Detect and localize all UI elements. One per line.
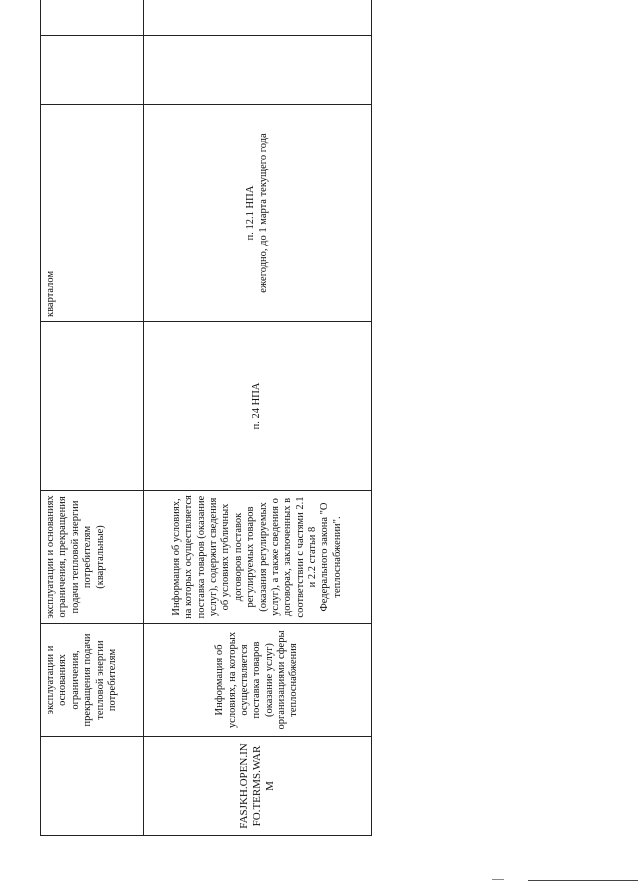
cell-form-code: FASJKH.OPEN.INFO.TERMS.WARM	[144, 737, 372, 836]
disclosure-table	[40, 0, 372, 836]
footer-mark	[492, 879, 504, 880]
footer-rule	[528, 880, 638, 881]
cell-period-continued: кварталом	[41, 105, 144, 322]
cell-basis-continued	[41, 322, 144, 491]
cell-empty-6	[41, 36, 144, 105]
cell-description-continued: эксплуатации и основаниях ограничения, прекращения подачи тепловой энергии потребителям (квартальные)	[41, 491, 144, 624]
cell-form-description: Информация об условиях, на которых осуществляется поставка товаров (оказание услуг), содержит сведения об условиях публичных договоров поставок регулируемых товаров (оказания регулируемых услуг), а также сведения о договорах, заключенных в соответствии с частями 2.1 и 2.2 статьи 8 Федерального закона "О теплоснабжении".	[144, 491, 372, 624]
cell-empty-7	[41, 0, 144, 36]
rotated-table-container	[40, 36, 361, 836]
deadline-text: ежегодно, до 1 марта текущего года	[257, 133, 269, 293]
table-row	[144, 0, 372, 836]
cell-form-name: Информация об условиях, на которых осуществляется поставка товаров (оказание услуг) организациями сферы теплоснабжения	[144, 624, 372, 737]
cell-legal-basis: п. 24 НПА	[144, 322, 372, 491]
cell-empty-6	[144, 36, 372, 105]
cell-name-continued: эксплуатации и основаниях ограничения, прекращения подачи тепловой энергии потребителям	[41, 624, 144, 737]
table-row	[41, 0, 144, 836]
cell-deadline	[144, 105, 372, 322]
cell-empty-7	[144, 0, 372, 36]
deadline-clause: п. 12.1 НПА	[245, 185, 257, 241]
cell-code-continued	[41, 737, 144, 836]
